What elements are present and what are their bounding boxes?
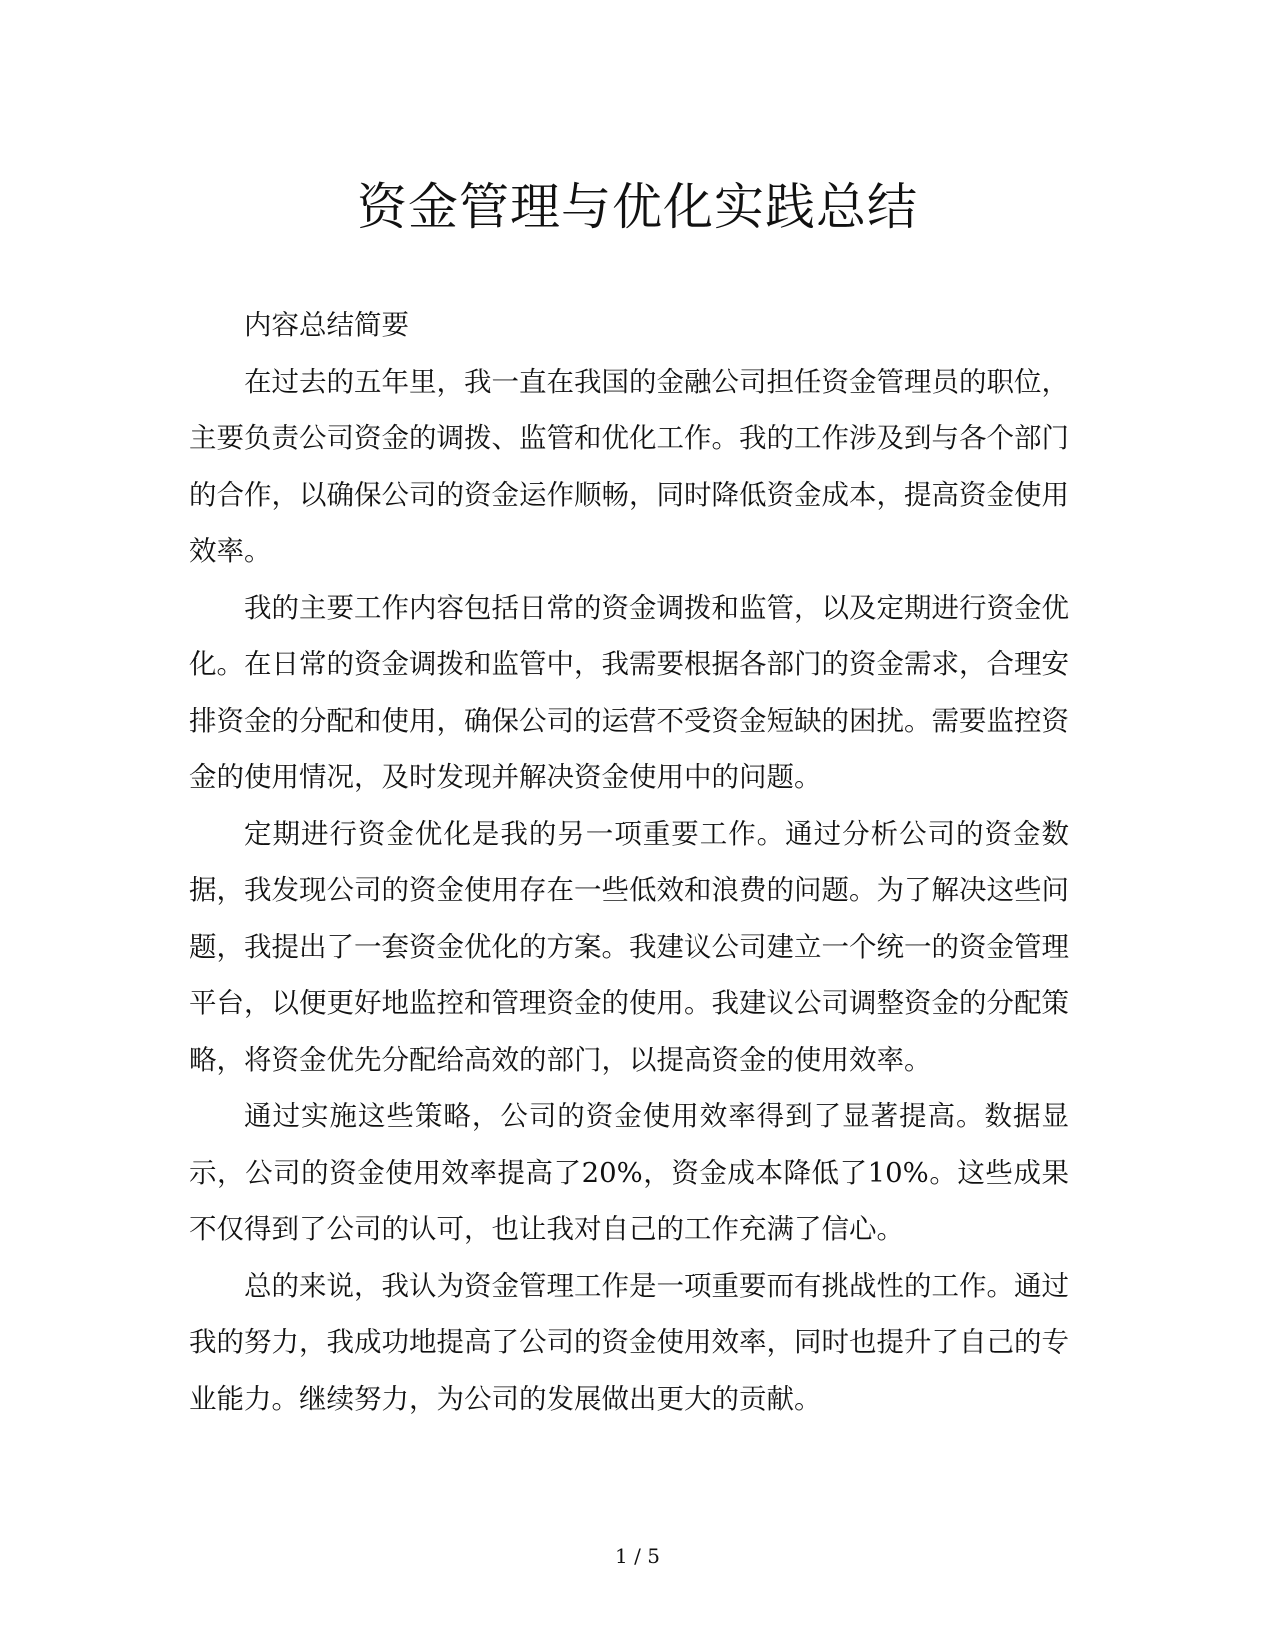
paragraph-4: 通过实施这些策略，公司的资金使用效率得到了显著提高。数据显示，公司的资金使用效率提高了20%，资金成本降低了10%。这些成果不仅得到了公司的认可，也让我对自己的工作充满了信心。 xyxy=(189,1100,1069,1245)
paragraph-3: 定期进行资金优化是我的另一项重要工作。通过分析公司的资金数据，我发现公司的资金使用存在一些低效和浪费的问题。为了解决这些问题，我提出了一套资金优化的方案。我建议公司建立一个统一的资金管理平台，以便更好地监控和管理资金的使用。我建议公司调整资金的分配策略，将资金优先分配给高效的部门，以提高资金的使用效率。 xyxy=(189,817,1069,1076)
page-number: 1 / 5 xyxy=(615,1544,660,1568)
document-title: 资金管理与优化实践总结 xyxy=(357,178,918,236)
paragraph-1: 在过去的五年里，我一直在我国的金融公司担任资金管理员的职位，主要负责公司资金的调拨、监管和优化工作。我的工作涉及到与各个部门的合作，以确保公司的资金运作顺畅，同时降低资金成本，提高资金使用效率。 xyxy=(189,365,1069,567)
paragraph-2: 我的主要工作内容包括日常的资金调拨和监管，以及定期进行资金优化。在日常的资金调拨和监管中，我需要根据各部门的资金需求，合理安排资金的分配和使用，确保公司的运营不受资金短缺的困扰。需要监控资金的使用情况，及时发现并解决资金使用中的问题。 xyxy=(189,591,1069,793)
document-body xyxy=(189,297,1069,1427)
paragraph-5: 总的来说，我认为资金管理工作是一项重要而有挑战性的工作。通过我的努力，我成功地提高了公司的资金使用效率，同时也提升了自己的专业能力。继续努力，为公司的发展做出更大的贡献。 xyxy=(189,1269,1069,1415)
summary-heading: 内容总结简要 xyxy=(244,309,409,341)
